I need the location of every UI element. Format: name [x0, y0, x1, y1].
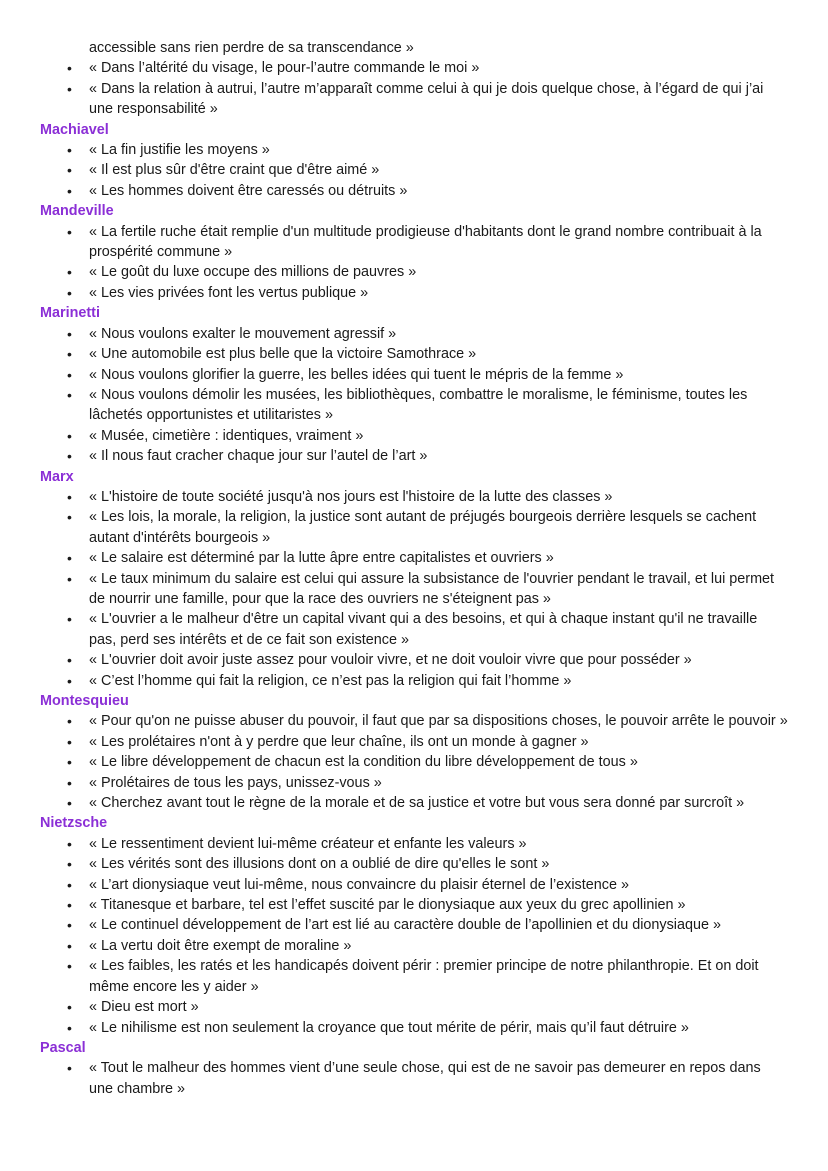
quote-item: • « Nous voulons exalter le mouvement agressif » [40, 324, 788, 344]
author-heading: Nietzsche [40, 815, 108, 832]
quote-item: • « Il nous faut cracher chaque jour sur l’autel de l’art » [40, 446, 788, 466]
author-section-nietzsche [40, 813, 788, 1037]
quote-item: • « Il est plus sûr d'être craint que d'être aimé » [40, 160, 788, 180]
quote-item: • « Le goût du luxe occupe des millions de pauvres » [40, 262, 788, 282]
author-section-pascal [40, 1038, 788, 1099]
quote-item: • « La fin justifie les moyens » [40, 140, 788, 160]
quote-list [40, 222, 788, 304]
author-heading: Marx [40, 468, 74, 485]
quote-item: • « Musée, cimetière : identiques, vraiment » [40, 426, 788, 446]
quote-item: • « Les prolétaires n'ont à y perdre que leur chaîne, ils ont un monde à gagner » [40, 732, 788, 752]
quote-item: • « Tout le malheur des hommes vient d’une seule chose, qui est de ne savoir pas demeurer en repos dans une chambre » [40, 1058, 788, 1099]
author-heading: Mandeville [40, 203, 114, 220]
quote-item: • « Le taux minimum du salaire est celui qui assure la subsistance de l'ouvrier pendant le travail, et lui permet de nourrir une famille, pour que la race des ouvriers ne s'éteignent pas » [40, 569, 788, 610]
quote-item: • « Les vies privées font les vertus publique » [40, 283, 788, 303]
quote-item: • « Nous voulons démolir les musées, les bibliothèques, combattre le moralisme, le féminisme, toutes les lâchetés opportunistes et utilitaristes » [40, 385, 788, 426]
quote-list [40, 1058, 788, 1099]
quote-list [40, 487, 788, 691]
lead-quote-list [40, 58, 788, 119]
quote-item: • « Dieu est mort » [40, 997, 788, 1017]
author-section-montesquieu [40, 691, 788, 813]
quote-item: • « Dans la relation à autrui, l’autre m’apparaît comme celui à qui je dois quelque chose, à l’égard de qui j’ai une responsabilité » [40, 79, 788, 120]
quote-item: • « Nous voulons glorifier la guerre, les belles idées qui tuent le mépris de la femme » [40, 365, 788, 385]
quote-item: • « L'ouvrier a le malheur d'être un capital vivant qui a des besoins, et qui à chaque instant qu'il ne travaille pas, perd ses intérêts et de ce fait son existence » [40, 609, 788, 650]
continuation-text: accessible sans rien perdre de sa transcendance » [89, 40, 414, 56]
quote-item: • « Une automobile est plus belle que la victoire Samothrace » [40, 344, 788, 364]
quote-item: • « Les vérités sont des illusions dont on a oublié de dire qu'elles le sont » [40, 854, 788, 874]
quote-list [40, 834, 788, 1038]
author-section-mandeville [40, 201, 788, 303]
author-heading: Pascal [40, 1039, 86, 1056]
author-heading: Machiavel [40, 121, 109, 138]
quote-item: • « Le libre développement de chacun est la condition du libre développement de tous » [40, 752, 788, 772]
quote-item: • « Le nihilisme est non seulement la croyance que tout mérite de périr, mais qu’il faut détruire » [40, 1018, 788, 1038]
quote-item: • « La vertu doit être exempt de moraline » [40, 936, 788, 956]
author-heading: Montesquieu [40, 693, 129, 709]
quote-item: • « L’art dionysiaque veut lui-même, nous convaincre du plaisir éternel de l’existence » [40, 875, 788, 895]
quote-item: • « Prolétaires de tous les pays, unissez-vous » [40, 773, 788, 793]
quote-list [40, 140, 788, 201]
author-heading: Marinetti [40, 305, 100, 322]
quote-list [40, 711, 788, 813]
author-section-machiavel [40, 120, 788, 202]
quote-item: • « L'ouvrier doit avoir juste assez pour vouloir vivre, et ne doit vouloir vivre que pour posséder » [40, 650, 788, 670]
quote-item: • « Les hommes doivent être caressés ou détruits » [40, 181, 788, 201]
quote-item: • « Dans l’altérité du visage, le pour-l’autre commande le moi » [40, 58, 788, 78]
quote-item: • « Titanesque et barbare, tel est l’effet suscité par le dionysiaque aux yeux du grec apollinien » [40, 895, 788, 915]
quote-item: • « C’est l’homme qui fait la religion, ce n’est pas la religion qui fait l’homme » [40, 671, 788, 691]
quote-list [40, 324, 788, 467]
author-section-marinetti [40, 303, 788, 466]
quote-item: • « Le continuel développement de l’art est lié au caractère double de l’apollinien et du dionysiaque » [40, 915, 788, 935]
quote-item: • « Pour qu'on ne puisse abuser du pouvoir, il faut que par sa dispositions choses, le pouvoir arrête le pouvoir » [40, 711, 788, 731]
quote-item: • « Les faibles, les ratés et les handicapés doivent périr : premier principe de notre philanthropie. Et on doit même encore les y aider » [40, 956, 788, 997]
quote-item: • « Cherchez avant tout le règne de la morale et de sa justice et votre but vous sera donné par surcroît » [40, 793, 788, 813]
author-section-marx [40, 467, 788, 691]
quote-item: • « L'histoire de toute société jusqu'à nos jours est l'histoire de la lutte des classes » [40, 487, 788, 507]
quote-item: • « Le ressentiment devient lui-même créateur et enfante les valeurs » [40, 834, 788, 854]
quote-item: • « Les lois, la morale, la religion, la justice sont autant de préjugés bourgeois derrière lesquels se cachent autant d'intérêts bourgeois » [40, 507, 788, 548]
quote-item: • « La fertile ruche était remplie d'un multitude prodigieuse d'habitants dont le grand nombre contribuait à la prospérité commune » [40, 222, 788, 263]
quote-item: • « Le salaire est déterminé par la lutte âpre entre capitalistes et ouvriers » [40, 548, 788, 568]
